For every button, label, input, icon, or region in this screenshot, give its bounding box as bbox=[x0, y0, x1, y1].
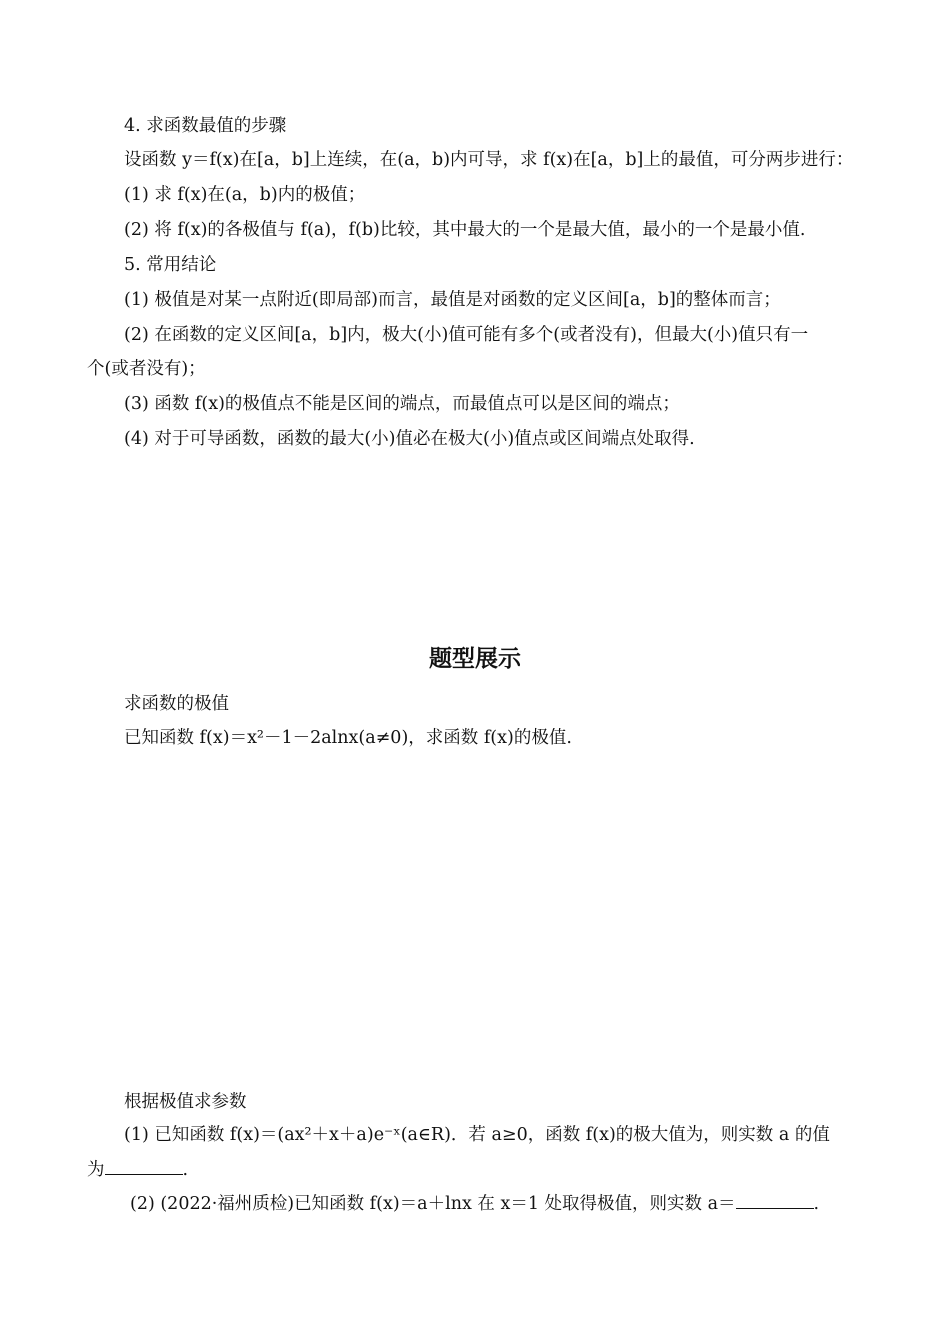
topic2-heading: 根据极值求参数 bbox=[124, 1092, 247, 1112]
section5-heading: 5. 常用结论 bbox=[124, 255, 217, 275]
topic2-problem2 bbox=[130, 1192, 819, 1216]
topic2-problem1-line1: (1) 已知函数 f(x)＝(ax²＋x＋a)e⁻ˣ(a∈R)．若 a≥0，函数 f(x)的极大值为，则实数 a 的值 bbox=[124, 1125, 830, 1145]
section4-heading: 4. 求函数最值的步骤 bbox=[124, 116, 287, 136]
topic2-problem1-line2 bbox=[87, 1158, 188, 1182]
section5-item2-line2: 个(或者没有)； bbox=[87, 359, 206, 379]
section5-item4: (4) 对于可导函数，函数的最大(小)值必在极大(小)值点或区间端点处取得. bbox=[124, 429, 695, 449]
section5-item2-line1: (2) 在函数的定义区间[a，b]内，极大(小)值可能有多个(或者没有)，但最大(小)值只有一 bbox=[124, 325, 809, 345]
problem1-suffix: . bbox=[182, 1160, 189, 1180]
section4-step2: (2) 将 f(x)的各极值与 f(a)，f(b)比较，其中最大的一个是最大值，最小的一个是最小值. bbox=[124, 220, 806, 240]
section5-item1: (1) 极值是对某一点附近(即局部)而言，最值是对函数的定义区间[a，b]的整体而言； bbox=[124, 290, 781, 310]
topic1-problem: 已知函数 f(x)＝x²－1－2alnx(a≠0)，求函数 f(x)的极值. bbox=[124, 728, 572, 748]
topic1-heading: 求函数的极值 bbox=[124, 694, 229, 714]
problem2-text: (2) (2022·福州质检)已知函数 f(x)＝a＋lnx 在 x＝1 处取得极值，则实数 a＝ bbox=[130, 1194, 736, 1214]
section5-item3: (3) 函数 f(x)的极值点不能是区间的端点，而最值点可以是区间的端点； bbox=[124, 394, 680, 414]
problem1-prefix: 为 bbox=[87, 1160, 105, 1180]
section4-step1: (1) 求 f(x)在(a，b)内的极值； bbox=[124, 185, 366, 205]
answer-blank[interactable] bbox=[105, 1158, 183, 1175]
section-title: 题型展示 bbox=[429, 646, 521, 672]
answer-blank[interactable] bbox=[736, 1192, 814, 1209]
problem2-suffix: . bbox=[813, 1194, 820, 1214]
section4-intro: 设函数 y＝f(x)在[a，b]上连续，在(a，b)内可导，求 f(x)在[a，b]上的最值，可分两步进行： bbox=[124, 150, 854, 170]
